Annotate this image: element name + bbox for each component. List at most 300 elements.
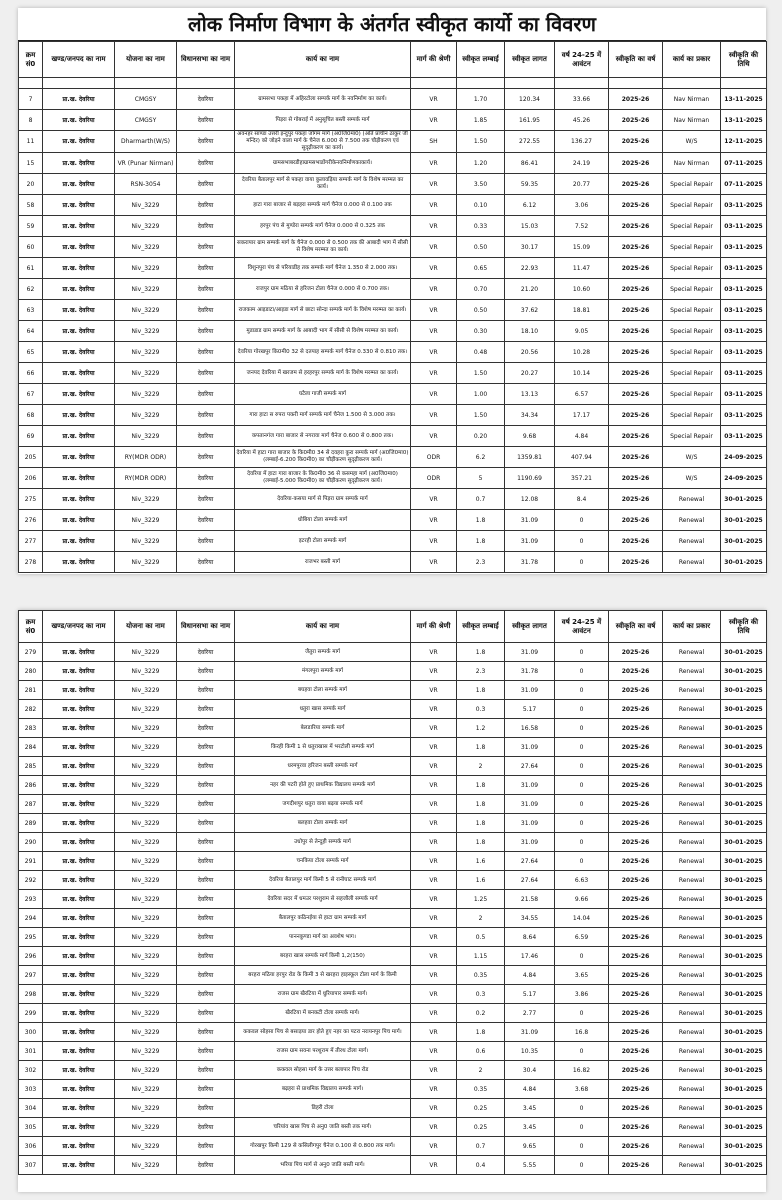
cell-scheme: Niv_3229: [115, 300, 177, 321]
cell-work-name: बैतालपुर कठिनईया से हाटा ग्राम सम्पर्क मार्ग: [235, 909, 411, 928]
table-row: [19, 510, 767, 531]
cell-work-type: Special Repair: [663, 321, 721, 342]
cell-work-type: Renewal: [663, 1023, 721, 1042]
cell-allocation: 0: [555, 738, 609, 757]
works-table-1: [18, 41, 767, 573]
cell-scheme: Niv_3229: [115, 928, 177, 947]
cell-work-name: हाटा गारा बाजार से बड़हरा सम्पर्क मार्ग चैनेज 0.000 से 0.100 तक: [235, 195, 411, 216]
cell-length: 0.3: [457, 985, 505, 1004]
cell-road-category: VR: [411, 833, 457, 852]
cell-division: प्रा.ख. देवरिया: [43, 426, 115, 447]
cell-allocation: 357.21: [555, 468, 609, 489]
cell-division: प्रा.ख. देवरिया: [43, 174, 115, 195]
cell-sanction-date: 30-01-2025: [721, 928, 767, 947]
cell-division: प्रा.ख. देवरिया: [43, 852, 115, 871]
cell-work-type: Renewal: [663, 852, 721, 871]
cell-sanction-year: 2025-26: [609, 405, 663, 426]
table-row: [19, 871, 767, 890]
cell-allocation: 4.84: [555, 426, 609, 447]
cell-scheme: Niv_3229: [115, 643, 177, 662]
cell-cost: 2.77: [505, 1004, 555, 1023]
cell-road-category: VR: [411, 757, 457, 776]
table-row: [19, 552, 767, 573]
cell-road-category: VR: [411, 795, 457, 814]
cell-length: 0.35: [457, 1080, 505, 1099]
cell-sanction-date: 30-01-2025: [721, 1023, 767, 1042]
cell-allocation: 407.94: [555, 447, 609, 468]
cell-assembly: देवरिया: [177, 489, 235, 510]
cell-work-type: Special Repair: [663, 258, 721, 279]
cell-sanction-year: 2025-26: [609, 300, 663, 321]
cell-sanction-year: 2025-26: [609, 468, 663, 489]
cell-division: प्रा.ख. देवरिया: [43, 909, 115, 928]
cell-serial: 62: [19, 279, 43, 300]
cell-work-name: हरपुर पंच से मुण्डेरा सम्पर्क मार्ग चैनेज 0.000 से 0.325 तक: [235, 216, 411, 237]
cell-allocation: 0: [555, 510, 609, 531]
cell-work-type: W/S: [663, 468, 721, 489]
cell-work-type: W/S: [663, 447, 721, 468]
cell-sanction-year: 2025-26: [609, 909, 663, 928]
cell-length: 1.50: [457, 363, 505, 384]
cell-assembly: देवरिया: [177, 89, 235, 110]
cell-scheme: Niv_3229: [115, 662, 177, 681]
cell-division: प्रा.ख. देवरिया: [43, 833, 115, 852]
cell-road-category: VR: [411, 1118, 457, 1137]
cell-work-name: गारा हाटा स रुपरा पकरी मार्ग सम्पर्क मार्ग चैनेज 1.500 से 3.000 तक।: [235, 405, 411, 426]
cell-sanction-year: 2025-26: [609, 1042, 663, 1061]
cell-sanction-year: 2025-26: [609, 890, 663, 909]
cell-length: 0.20: [457, 426, 505, 447]
cell-serial: 279: [19, 643, 43, 662]
cell-work-type: Special Repair: [663, 279, 721, 300]
cell-sanction-date: 30-01-2025: [721, 776, 767, 795]
cell-assembly: देवरिया: [177, 426, 235, 447]
cell-assembly: देवरिया: [177, 195, 235, 216]
cell-length: 1.6: [457, 852, 505, 871]
cell-sanction-year: 2025-26: [609, 776, 663, 795]
cell-sanction-date: 30-01-2025: [721, 871, 767, 890]
cell-sanction-year: 2025-26: [609, 321, 663, 342]
cell-division: प्रा.ख. देवरिया: [43, 405, 115, 426]
cell-sanction-date: 30-01-2025: [721, 719, 767, 738]
cell-assembly: देवरिया: [177, 510, 235, 531]
cell-sanction-year: 2025-26: [609, 833, 663, 852]
cell-allocation: 0: [555, 552, 609, 573]
cell-sanction-date: 30-01-2025: [721, 1137, 767, 1156]
cell-scheme: Niv_3229: [115, 985, 177, 1004]
column-header: विधानसभा का नाम: [177, 42, 235, 78]
table-row: [19, 216, 767, 237]
cell-cost: 31.09: [505, 833, 555, 852]
cell-scheme: Niv_3229: [115, 947, 177, 966]
cell-length: 0.7: [457, 489, 505, 510]
table-row: [19, 681, 767, 700]
cell-division: प्रा.ख. देवरिया: [43, 1080, 115, 1099]
cell-length: 1.8: [457, 833, 505, 852]
cell-road-category: VR: [411, 776, 457, 795]
cell-work-name: बघहवा टोला सम्पर्क मार्ग: [235, 681, 411, 700]
cell-allocation: 0: [555, 1004, 609, 1023]
cell-length: 1.25: [457, 890, 505, 909]
cell-work-name: राजस ग्राम सवना परशुराम में तीरथ टोला मार्ग।: [235, 1042, 411, 1061]
cell-work-name: देवरिया गोरखपुर कि0मी0 32 से दतपाह सम्पर्क मार्ग चैनेज 0.330 से 0.810 तक।: [235, 342, 411, 363]
cell-sanction-year: 2025-26: [609, 1080, 663, 1099]
cell-work-name: राजभर बस्ती मार्ग: [235, 552, 411, 573]
cell-sanction-date: 30-01-2025: [721, 681, 767, 700]
cell-cost: 31.09: [505, 738, 555, 757]
table-row: [19, 321, 767, 342]
cell-cost: 6.12: [505, 195, 555, 216]
cell-allocation: 16.82: [555, 1061, 609, 1080]
cell-length: 1.8: [457, 814, 505, 833]
cell-serial: 287: [19, 795, 43, 814]
cell-road-category: VR: [411, 643, 457, 662]
cell-length: 2.3: [457, 552, 505, 573]
cell-work-type: Nav Nirman: [663, 110, 721, 131]
cell-road-category: VR: [411, 426, 457, 447]
cell-work-type: Special Repair: [663, 426, 721, 447]
cell-allocation: 0: [555, 947, 609, 966]
column-header: स्वीकृत लम्बाई: [457, 42, 505, 78]
cell-sanction-year: 2025-26: [609, 384, 663, 405]
cell-sanction-year: 2025-26: [609, 342, 663, 363]
column-header: मार्ग की श्रेणी: [411, 42, 457, 78]
cell-road-category: SH: [411, 131, 457, 153]
cell-scheme: Niv_3229: [115, 1061, 177, 1080]
cell-work-type: Special Repair: [663, 216, 721, 237]
cell-scheme: VR (Punar Nirman): [115, 153, 177, 174]
cell-work-name: मंगलपुरा सम्पर्क मार्ग: [235, 662, 411, 681]
cell-cost: 27.64: [505, 871, 555, 890]
cell-work-type: Special Repair: [663, 174, 721, 195]
cell-length: 1.85: [457, 110, 505, 131]
cell-division: प्रा.ख. देवरिया: [43, 131, 115, 153]
cell-work-name: घटैला गाजी सम्पर्क मार्ग: [235, 384, 411, 405]
cell-work-name: किरही किमी 1 से धतुराखास में भरटोली सम्पर्क मार्ग: [235, 738, 411, 757]
cell-cost: 34.34: [505, 405, 555, 426]
table-row: [19, 1080, 767, 1099]
cell-work-type: Special Repair: [663, 384, 721, 405]
cell-division: प्रा.ख. देवरिया: [43, 552, 115, 573]
cell-road-category: VR: [411, 662, 457, 681]
cell-assembly: देवरिया: [177, 174, 235, 195]
cell-work-type: Renewal: [663, 833, 721, 852]
cell-division: प्रा.ख. देवरिया: [43, 258, 115, 279]
cell-work-name: देवरिया बैतालपुर मार्ग से पकहा वाया कुलावड़िया सम्पर्क मार्ग के विशेष मरम्मत का कार्य।: [235, 174, 411, 195]
cell-assembly: देवरिया: [177, 776, 235, 795]
cell-sanction-date: 30-01-2025: [721, 814, 767, 833]
cell-scheme: Niv_3229: [115, 1080, 177, 1099]
cell-assembly: देवरिया: [177, 681, 235, 700]
table-row: [19, 662, 767, 681]
column-header: स्वीकृति की तिथि: [721, 42, 767, 78]
cell-assembly: देवरिया: [177, 643, 235, 662]
cell-scheme: Niv_3229: [115, 738, 177, 757]
table-row: [19, 909, 767, 928]
cell-sanction-date: 03-11-2025: [721, 258, 767, 279]
cell-work-type: Renewal: [663, 1099, 721, 1118]
cell-scheme: Niv_3229: [115, 719, 177, 738]
cell-road-category: VR: [411, 890, 457, 909]
cell-division: प्रा.ख. देवरिया: [43, 1099, 115, 1118]
cell-scheme: Niv_3229: [115, 405, 177, 426]
cell-serial: 294: [19, 909, 43, 928]
cell-work-type: Renewal: [663, 776, 721, 795]
cell-sanction-year: 2025-26: [609, 279, 663, 300]
cell-work-type: Special Repair: [663, 405, 721, 426]
cell-work-name: धतुरा खास सम्पर्क मार्ग: [235, 700, 411, 719]
table-row: [19, 342, 767, 363]
cell-sanction-year: 2025-26: [609, 216, 663, 237]
cell-work-type: Special Repair: [663, 342, 721, 363]
cell-sanction-year: 2025-26: [609, 363, 663, 384]
cell-work-name: बढ़हरा से प्राथमिक विद्यालय सम्पर्क मार्ग।: [235, 1080, 411, 1099]
column-header: क्रम सं0: [19, 611, 43, 643]
cell-scheme: Niv_3229: [115, 258, 177, 279]
cell-length: 1.50: [457, 405, 505, 426]
cell-cost: 21.58: [505, 890, 555, 909]
cell-road-category: VR: [411, 1099, 457, 1118]
cell-length: 0.2: [457, 1004, 505, 1023]
cell-length: 0.65: [457, 258, 505, 279]
cell-scheme: Niv_3229: [115, 814, 177, 833]
cell-division: प्रा.ख. देवरिया: [43, 1023, 115, 1042]
cell-allocation: 10.14: [555, 363, 609, 384]
cell-serial: 292: [19, 871, 43, 890]
cell-road-category: VR: [411, 700, 457, 719]
cell-length: 1.8: [457, 510, 505, 531]
cell-scheme: Niv_3229: [115, 279, 177, 300]
table-row: [19, 757, 767, 776]
cell-work-type: Special Repair: [663, 300, 721, 321]
cell-serial: 278: [19, 552, 43, 573]
cell-sanction-date: 30-01-2025: [721, 852, 767, 871]
cell-serial: 291: [19, 852, 43, 871]
cell-sanction-year: 2025-26: [609, 757, 663, 776]
cell-work-type: Special Repair: [663, 237, 721, 258]
cell-sanction-date: 30-01-2025: [721, 738, 767, 757]
cell-road-category: VR: [411, 1023, 457, 1042]
cell-work-type: Special Repair: [663, 363, 721, 384]
cell-division: प्रा.ख. देवरिया: [43, 195, 115, 216]
cell-allocation: 15.09: [555, 237, 609, 258]
cell-length: 6.2: [457, 447, 505, 468]
cell-scheme: Niv_3229: [115, 216, 177, 237]
cell-cost: 8.64: [505, 928, 555, 947]
cell-allocation: 0: [555, 776, 609, 795]
cell-cost: 5.55: [505, 1156, 555, 1175]
column-header: स्वीकृत लागत: [505, 611, 555, 643]
cell-road-category: VR: [411, 321, 457, 342]
cell-assembly: देवरिया: [177, 1118, 235, 1137]
column-header: योजना का नाम: [115, 611, 177, 643]
cell-sanction-date: 30-01-2025: [721, 531, 767, 552]
cell-cost: 59.35: [505, 174, 555, 195]
cell-serial: 59: [19, 216, 43, 237]
table-row: [19, 237, 767, 258]
cell-length: 1.8: [457, 738, 505, 757]
cell-scheme: Niv_3229: [115, 1023, 177, 1042]
cell-assembly: देवरिया: [177, 1137, 235, 1156]
cell-cost: 120.34: [505, 89, 555, 110]
cell-work-name: देवरिया बैतालपुर मार्ग किमी 5 से रानीघाट सम्पर्क मार्ग: [235, 871, 411, 890]
cell-serial: 297: [19, 966, 43, 985]
cell-road-category: VR: [411, 300, 457, 321]
cell-sanction-year: 2025-26: [609, 947, 663, 966]
cell-sanction-year: 2025-26: [609, 681, 663, 700]
cell-scheme: Niv_3229: [115, 1099, 177, 1118]
cell-scheme: Niv_3229: [115, 1004, 177, 1023]
cell-sanction-year: 2025-26: [609, 643, 663, 662]
cell-scheme: Niv_3229: [115, 1137, 177, 1156]
cell-road-category: VR: [411, 510, 457, 531]
table-row: [19, 384, 767, 405]
cell-assembly: देवरिया: [177, 1004, 235, 1023]
cell-serial: 63: [19, 300, 43, 321]
cell-work-type: Renewal: [663, 909, 721, 928]
cell-sanction-year: 2025-26: [609, 966, 663, 985]
cell-cost: 3.45: [505, 1118, 555, 1137]
cell-sanction-date: 30-01-2025: [721, 700, 767, 719]
table-row: [19, 738, 767, 757]
cell-length: 2.3: [457, 662, 505, 681]
column-header: कार्य का नाम: [235, 42, 411, 78]
cell-allocation: 10.60: [555, 279, 609, 300]
cell-allocation: 3.65: [555, 966, 609, 985]
table-row: [19, 1137, 767, 1156]
cell-work-type: Renewal: [663, 662, 721, 681]
cell-sanction-year: 2025-26: [609, 489, 663, 510]
cell-sanction-year: 2025-26: [609, 1118, 663, 1137]
cell-road-category: VR: [411, 1061, 457, 1080]
cell-division: प्रा.ख. देवरिया: [43, 643, 115, 662]
cell-allocation: 3.86: [555, 985, 609, 1004]
cell-assembly: देवरिया: [177, 110, 235, 131]
cell-cost: 4.84: [505, 1080, 555, 1099]
cell-division: प्रा.ख. देवरिया: [43, 928, 115, 947]
cell-division: प्रा.ख. देवरिया: [43, 947, 115, 966]
cell-serial: 285: [19, 757, 43, 776]
cell-division: प्रा.ख. देवरिया: [43, 489, 115, 510]
cell-road-category: VR: [411, 1137, 457, 1156]
cell-cost: 12.08: [505, 489, 555, 510]
cell-work-type: Renewal: [663, 552, 721, 573]
table-row: [19, 131, 767, 153]
cell-cost: 30.4: [505, 1061, 555, 1080]
cell-road-category: VR: [411, 342, 457, 363]
cell-assembly: देवरिया: [177, 833, 235, 852]
cell-serial: 65: [19, 342, 43, 363]
cell-road-category: VR: [411, 89, 457, 110]
cell-scheme: Niv_3229: [115, 384, 177, 405]
cell-assembly: देवरिया: [177, 662, 235, 681]
cell-sanction-date: 30-01-2025: [721, 947, 767, 966]
cell-serial: 15: [19, 153, 43, 174]
table-row: [19, 1042, 767, 1061]
cell-sanction-year: 2025-26: [609, 719, 663, 738]
cell-work-type: Renewal: [663, 643, 721, 662]
column-header: स्वीकृति का वर्ष: [609, 611, 663, 643]
cell-sanction-date: 30-01-2025: [721, 662, 767, 681]
cell-sanction-year: 2025-26: [609, 662, 663, 681]
cell-cost: 1190.69: [505, 468, 555, 489]
cell-allocation: 11.47: [555, 258, 609, 279]
cell-work-type: Renewal: [663, 757, 721, 776]
cell-work-name: ककवल सोहसा मार्ग के उत्तर बलापार पिच रोड: [235, 1061, 411, 1080]
cell-cost: 31.09: [505, 531, 555, 552]
cell-sanction-year: 2025-26: [609, 852, 663, 871]
cell-assembly: देवरिया: [177, 700, 235, 719]
cell-work-name: ककवल सोहसा पिच से बसाड़या डार होते हुए नहर का पटरा नरायनपुर पिच मार्ग।: [235, 1023, 411, 1042]
cell-assembly: देवरिया: [177, 468, 235, 489]
cell-length: 0.25: [457, 1099, 505, 1118]
cell-road-category: VR: [411, 985, 457, 1004]
table-row: [19, 153, 767, 174]
cell-serial: 66: [19, 363, 43, 384]
column-header: स्वीकृत लागत: [505, 42, 555, 78]
cell-sanction-date: 03-11-2025: [721, 279, 767, 300]
column-header: वर्ष 24-25 में आवंटन: [555, 42, 609, 78]
cell-road-category: VR: [411, 489, 457, 510]
cell-cost: 31.09: [505, 1023, 555, 1042]
cell-work-name: बलहवा टोला सम्पर्क मार्ग: [235, 814, 411, 833]
cell-work-name: राजकाम आइडाटा/आइडा मार्ग से छाटा सोन्दा सम्पर्क मार्ग के विशेष मरम्मत का कार्य।: [235, 300, 411, 321]
cell-length: 0.48: [457, 342, 505, 363]
cell-division: प्रा.ख. देवरिया: [43, 757, 115, 776]
cell-length: 0.4: [457, 1156, 505, 1175]
cell-serial: 295: [19, 928, 43, 947]
cell-assembly: देवरिया: [177, 153, 235, 174]
cell-cost: 20.27: [505, 363, 555, 384]
cell-sanction-date: 03-11-2025: [721, 321, 767, 342]
cell-sanction-date: 03-11-2025: [721, 342, 767, 363]
cell-length: 1.8: [457, 531, 505, 552]
cell-sanction-date: 30-01-2025: [721, 966, 767, 985]
cell-division: प्रा.ख. देवरिया: [43, 342, 115, 363]
cell-scheme: RSN-3054: [115, 174, 177, 195]
cell-assembly: देवरिया: [177, 531, 235, 552]
cell-cost: 86.41: [505, 153, 555, 174]
cell-length: 0.35: [457, 966, 505, 985]
cell-sanction-date: 07-11-2025: [721, 153, 767, 174]
cell-assembly: देवरिया: [177, 321, 235, 342]
cell-road-category: VR: [411, 237, 457, 258]
cell-work-type: Renewal: [663, 871, 721, 890]
cell-work-name: जैतुरा सम्पर्क मार्ग: [235, 643, 411, 662]
cell-length: 0.50: [457, 300, 505, 321]
cell-scheme: CMGSY: [115, 89, 177, 110]
cell-sanction-date: 03-11-2025: [721, 426, 767, 447]
cell-work-name: भरिया पिच मार्ग से अनु0 जाति बस्ती मार्ग।: [235, 1156, 411, 1175]
cell-scheme: CMGSY: [115, 110, 177, 131]
cell-division: प्रा.ख. देवरिया: [43, 363, 115, 384]
cell-road-category: VR: [411, 1080, 457, 1099]
cell-sanction-year: 2025-26: [609, 985, 663, 1004]
column-header: विधानसभा का नाम: [177, 611, 235, 643]
cell-length: 2: [457, 909, 505, 928]
cell-work-name: देवरिया में हाटा गारा बाजार के कि0मी0 34 से दवहरा कुरा सम्पर्क मार्ग (अ0जि0मा0) (लम्बाई-6.200 कि0मी0) का चौड़ीकरण सुदृढ़ीकरण कार्य।: [235, 447, 411, 468]
cell-sanction-year: 2025-26: [609, 510, 663, 531]
cell-work-type: Renewal: [663, 510, 721, 531]
table-row: [19, 363, 767, 384]
cell-allocation: 0: [555, 719, 609, 738]
cell-sanction-date: 30-01-2025: [721, 1118, 767, 1137]
table-row: [19, 1061, 767, 1080]
cell-assembly: देवरिया: [177, 966, 235, 985]
cell-serial: 301: [19, 1042, 43, 1061]
cell-scheme: Niv_3229: [115, 552, 177, 573]
cell-sanction-year: 2025-26: [609, 195, 663, 216]
